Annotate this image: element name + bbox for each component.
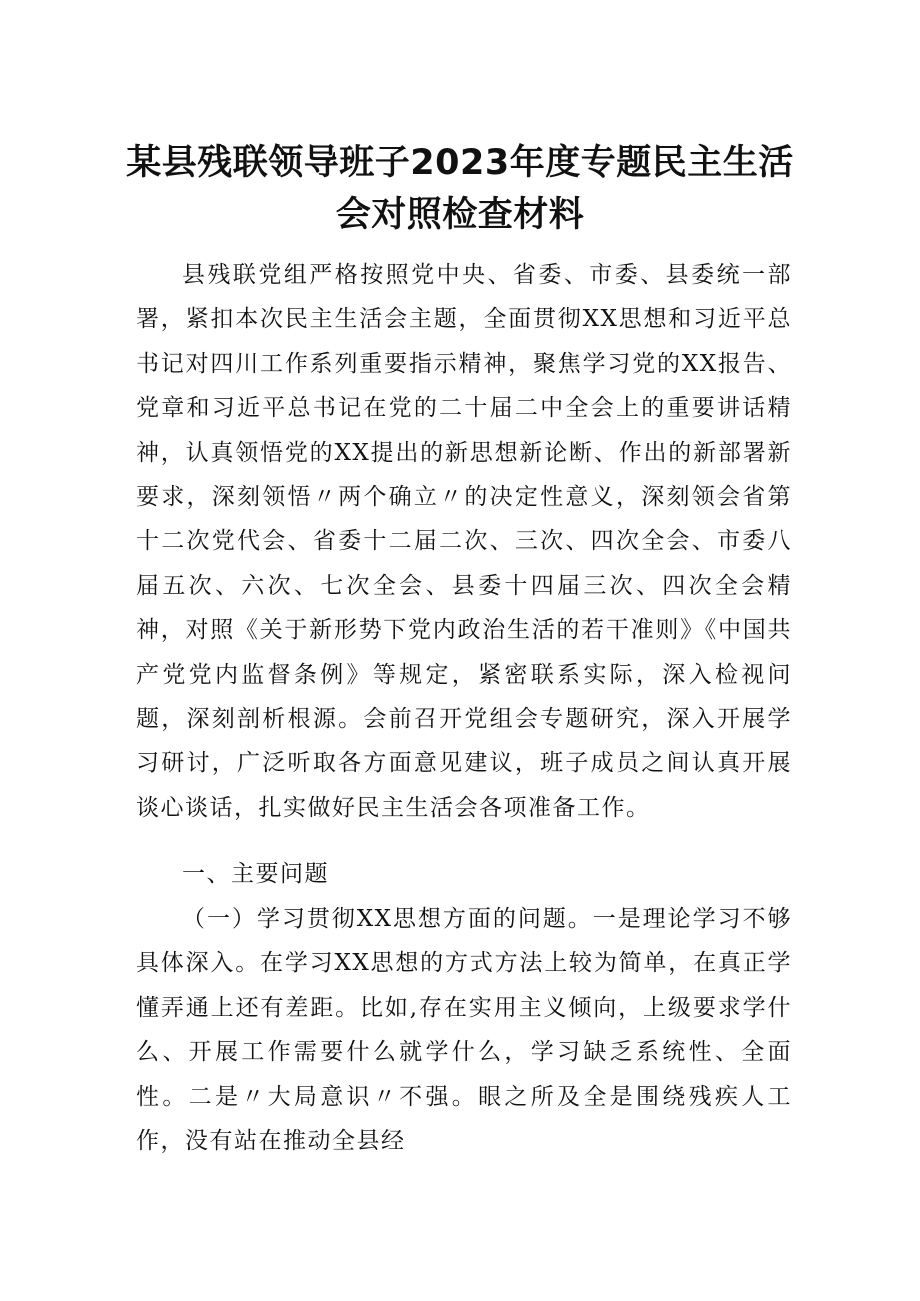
document-title-line-2: 会对照检查材料	[335, 195, 585, 235]
problem-paragraph-1: （一）学习贯彻XX思想方面的问题。一是理论学习不够具体深入。在学习XX思想的方式方法上较为简单，在真正学懂弄通上还有差距。比如,存在实用主义倾向，上级要求学什么、开展工作需要什么就学什么，学习缺乏系统性、全面性。二是〃大局意识〃不强。眼之所及全是围绕残疾人工作，没有站在推动全县经	[136, 906, 792, 1155]
section-heading-main-problems: 一、主要问题	[182, 861, 329, 887]
intro-paragraph: 县残联党组严格按照党中央、省委、市委、县委统一部署，紧扣本次民主生活会主题，全面贯彻XX思想和习近平总书记对四川工作系列重要指示精神，聚焦学习党的XX报告、党章和习近平总书记在党的二十届二中全会上的重要讲话精神，认真领悟党的XX提出的新思想新论断、作出的新部署新要求，深刻领悟〃两个确立〃的决定性意义，深刻领会省第十二次党代会、省委十二届二次、三次、四次全会、市委八届五次、六次、七次全会、县委十四届三次、四次全会精神，对照《关于新形势下党内政治生活的若干准则》《中国共产党党内监督条例》等规定，紧密联系实际，深入检视问题，深刻剖析根源。会前召开党组会专题研究，深入开展学习研讨，广泛听取各方面意见建议，班子成员之间认真开展谈心谈话，扎实做好民主生活会各项准备工作。	[136, 262, 792, 821]
document-title-line-1: 某县残联领导班子2023年度专题民主生活	[126, 143, 794, 183]
